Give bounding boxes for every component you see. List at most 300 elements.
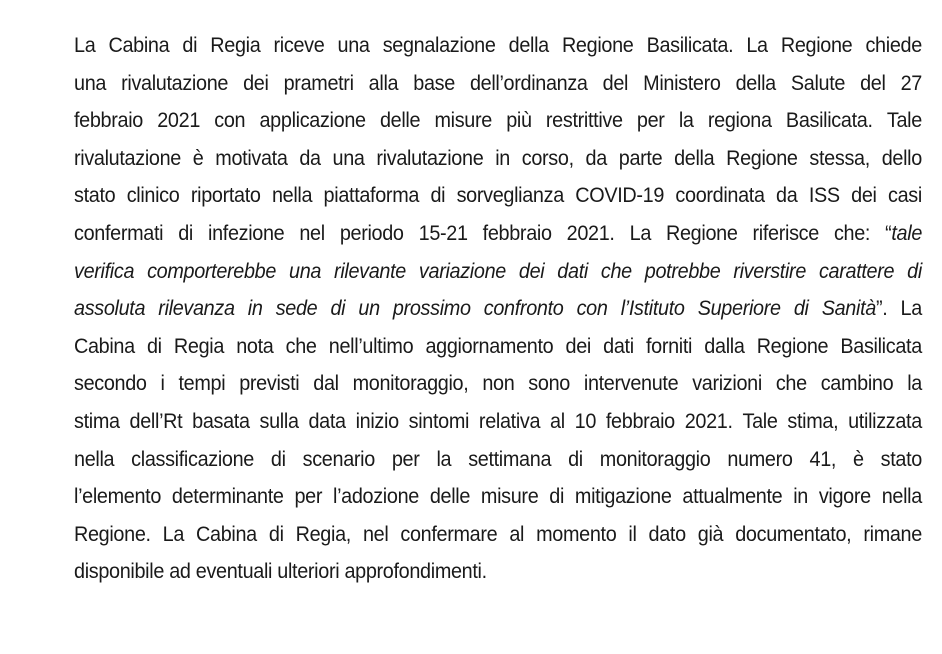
- word: [74, 177, 115, 215]
- word: [536, 516, 616, 554]
- word: [863, 516, 922, 554]
- word-part: sorveglianza: [456, 184, 564, 208]
- word-part: che: [775, 372, 807, 396]
- word: [743, 403, 778, 441]
- word-part: di: [268, 522, 284, 546]
- word: [356, 403, 399, 441]
- word: [419, 253, 506, 291]
- word: [645, 253, 721, 291]
- word: [163, 516, 184, 554]
- word: [324, 177, 420, 215]
- word: [74, 102, 143, 140]
- word: [819, 478, 871, 516]
- word-part: La: [74, 34, 96, 57]
- word-part: alla: [368, 71, 399, 95]
- word: [294, 478, 322, 516]
- word: [457, 177, 564, 215]
- word: [675, 177, 764, 215]
- word: [74, 478, 161, 516]
- word: [509, 27, 549, 65]
- word: [575, 478, 672, 516]
- word-part: che:: [833, 221, 871, 245]
- word: [482, 365, 514, 403]
- word-part: della: [674, 146, 715, 170]
- word: [303, 441, 375, 479]
- word: [121, 65, 228, 103]
- word: [74, 140, 181, 178]
- word: [313, 365, 338, 403]
- word: [74, 328, 135, 366]
- text-line: [74, 441, 922, 479]
- word-part: applicazione: [259, 109, 366, 133]
- word: [794, 290, 809, 328]
- word-part: parte: [618, 146, 663, 170]
- word: [568, 441, 583, 479]
- word-part: Regia,: [295, 522, 351, 546]
- word: [509, 516, 524, 554]
- word: [603, 328, 634, 366]
- word: [484, 290, 564, 328]
- word-part: scenario: [302, 447, 375, 471]
- word-part: stessa,: [809, 146, 870, 170]
- word: [182, 27, 197, 65]
- word-part: 2021.: [566, 221, 615, 245]
- word-part: 41,: [809, 447, 837, 471]
- word: [340, 215, 404, 253]
- word: [522, 140, 574, 178]
- word-part: piattaforma: [323, 184, 420, 208]
- word: [214, 102, 245, 140]
- word-part: da: [585, 146, 607, 170]
- word: [400, 516, 497, 554]
- word: [271, 441, 286, 479]
- word-part: confermati: [74, 221, 164, 245]
- word: [822, 290, 888, 328]
- italic-word-part: un: [358, 297, 380, 321]
- word-part: rimane: [863, 522, 922, 546]
- word: [840, 328, 922, 366]
- word-part: delle: [429, 485, 471, 509]
- word-part: La: [629, 221, 652, 245]
- word: [269, 516, 284, 554]
- word-part: di: [270, 447, 286, 471]
- italic-word-part: variazione: [418, 259, 506, 283]
- italic-word-part: di: [793, 297, 809, 321]
- word-part: la: [436, 447, 452, 471]
- word-part: 27: [900, 71, 923, 95]
- word: [586, 140, 607, 178]
- word: [791, 65, 845, 103]
- word-part: 15-21: [418, 221, 468, 245]
- text-line: [74, 516, 922, 554]
- word: [601, 253, 632, 291]
- word: [409, 403, 469, 441]
- word: [519, 253, 544, 291]
- word-part: dal: [313, 372, 339, 396]
- word-part: 2021.: [684, 409, 733, 433]
- italic-word-part: in: [247, 297, 263, 321]
- word: [196, 516, 257, 554]
- word: [483, 215, 552, 253]
- italic-word-part: con: [576, 297, 608, 321]
- word-part: dei: [565, 334, 591, 358]
- word-part: nell’ultimo: [328, 334, 414, 358]
- word: [698, 290, 781, 328]
- word-part: di: [430, 184, 446, 208]
- word-part: stato: [74, 184, 116, 208]
- word-part: aggiornamento: [425, 334, 554, 358]
- text-line: [74, 140, 922, 178]
- word: [243, 65, 268, 103]
- word-part: dello: [881, 146, 922, 170]
- word: [274, 27, 325, 65]
- word: [887, 102, 922, 140]
- text-line: [74, 328, 922, 366]
- text-line: [74, 102, 922, 140]
- word-part: Regia: [210, 34, 261, 57]
- italic-word-part: dei: [518, 259, 545, 283]
- word: [848, 403, 922, 441]
- word-part: secondo: [74, 372, 147, 396]
- word: [481, 478, 538, 516]
- word-part: Regione: [756, 334, 829, 358]
- word-part: La: [746, 34, 768, 57]
- word-part: nel: [299, 221, 325, 245]
- word-part: del: [860, 71, 886, 95]
- word: [577, 290, 608, 328]
- word-part: già: [697, 522, 724, 546]
- word-part: coordinata: [675, 184, 765, 208]
- word: [430, 177, 445, 215]
- word: [727, 441, 792, 479]
- word-part: Regione: [780, 34, 853, 57]
- word-part: ”.: [875, 297, 888, 321]
- word: [787, 403, 838, 441]
- word-part: di: [178, 221, 193, 245]
- word: [637, 102, 665, 140]
- word-part: di: [549, 485, 565, 509]
- italic-word-part: dati: [557, 259, 588, 283]
- word-part: con: [214, 109, 246, 133]
- text-line: [74, 177, 922, 215]
- word-part: nota: [236, 334, 274, 358]
- word-part: la: [907, 372, 922, 396]
- word-part: l’adozione: [333, 485, 419, 509]
- word: [575, 403, 596, 441]
- word: [430, 478, 470, 516]
- italic-word-part: di: [907, 259, 922, 283]
- word-part: sono: [528, 372, 570, 396]
- word-part: stima: [74, 409, 120, 433]
- word: [549, 478, 564, 516]
- word: [834, 215, 870, 253]
- word-part: regiona: [707, 109, 772, 133]
- word-part: dato: [648, 522, 686, 546]
- word: [329, 328, 413, 366]
- word-part: casi: [888, 184, 922, 208]
- word-part: infezione: [207, 221, 285, 245]
- word: [161, 365, 165, 403]
- word-part: stato: [880, 447, 922, 471]
- word: [606, 403, 675, 441]
- word: [376, 140, 483, 178]
- word: [392, 441, 420, 479]
- text-line: [74, 478, 922, 516]
- word-part: di: [182, 34, 198, 57]
- word-part: segnalazione: [382, 34, 496, 57]
- word-part: La: [900, 297, 922, 321]
- word-part: sintomi: [408, 409, 470, 433]
- word-part: misure: [434, 109, 492, 133]
- word: [208, 215, 284, 253]
- word-part: dalla: [704, 334, 745, 358]
- word: [603, 65, 628, 103]
- word: [74, 516, 151, 554]
- word: [74, 290, 145, 328]
- word: [333, 478, 419, 516]
- word: [239, 365, 299, 403]
- word-part: che: [285, 334, 317, 358]
- italic-word-part: prossimo: [392, 297, 471, 321]
- word-part: Tale: [886, 109, 922, 133]
- word: [276, 290, 318, 328]
- word-part: nella: [881, 485, 922, 509]
- word: [284, 65, 354, 103]
- word: [809, 140, 869, 178]
- text-line: [74, 290, 922, 328]
- word-part: Cabina: [196, 522, 257, 546]
- word-part: data: [308, 409, 346, 433]
- word: [174, 328, 224, 366]
- word: [260, 403, 299, 441]
- word-part: monitoraggio: [599, 447, 711, 471]
- word: [698, 516, 723, 554]
- word-part: varizioni: [692, 372, 762, 396]
- word: [901, 65, 922, 103]
- text-line: [74, 215, 922, 253]
- word-part: Cabina: [108, 34, 170, 57]
- italic-word-part: verifica: [74, 259, 135, 283]
- word-part: non: [482, 372, 515, 396]
- word: [172, 478, 284, 516]
- word-part: confermare: [400, 522, 498, 546]
- word-part: più: [506, 109, 532, 133]
- italic-word-part: di: [330, 297, 346, 321]
- word-part: nella: [271, 184, 313, 208]
- word-part: i: [160, 372, 165, 396]
- word-part: dell’ordinanza: [469, 71, 588, 95]
- word-part: Basilicata.: [785, 109, 873, 133]
- word: [74, 441, 114, 479]
- word-part: stima,: [787, 409, 839, 433]
- word-part: dati: [603, 334, 634, 358]
- word: [383, 27, 496, 65]
- word-part: La: [162, 522, 185, 546]
- italic-word-part: riverstire: [733, 259, 807, 283]
- word-part: documentato,: [735, 522, 852, 546]
- word: [679, 102, 694, 140]
- italic-word-part: l’Istituto: [620, 297, 685, 321]
- word: [436, 441, 451, 479]
- word: [479, 403, 540, 441]
- word-part: numero: [727, 447, 793, 471]
- word: [809, 177, 840, 215]
- word: [296, 516, 351, 554]
- word: [600, 441, 711, 479]
- word: [419, 215, 468, 253]
- word-part: febbraio: [74, 109, 143, 133]
- word: [259, 102, 365, 140]
- text-line: [74, 553, 922, 591]
- word: [776, 177, 797, 215]
- word-part: al: [509, 522, 525, 546]
- word-part: è: [192, 146, 204, 170]
- word-part: dei: [851, 184, 877, 208]
- italic-word-part: che: [600, 259, 632, 283]
- word: [74, 403, 120, 441]
- word: [272, 177, 312, 215]
- word-part: per: [391, 447, 420, 471]
- text-line: [74, 65, 922, 103]
- word-part: riferisce: [752, 221, 819, 245]
- word: [885, 215, 922, 253]
- text-segment: disponibile ad eventuali ulteriori approfondimenti.: [74, 560, 487, 584]
- word-part: Regione.: [74, 522, 151, 546]
- word-part: Regia: [173, 334, 225, 358]
- word: [674, 140, 714, 178]
- word-part: vigore: [818, 485, 871, 509]
- word: [363, 516, 388, 554]
- word-part: nella: [74, 447, 115, 471]
- word: [562, 27, 634, 65]
- word: [888, 177, 922, 215]
- word-part: mitigazione: [574, 485, 672, 509]
- word: [746, 27, 767, 65]
- word: [425, 328, 553, 366]
- word-part: Salute: [790, 71, 846, 95]
- word-part: delle: [379, 109, 421, 133]
- word-part: nel: [362, 522, 389, 546]
- word-part: riportato: [190, 184, 261, 208]
- word: [733, 253, 806, 291]
- word-part: in: [495, 146, 510, 170]
- word: [682, 478, 782, 516]
- italic-word-part: Sanità: [821, 297, 876, 321]
- word: [215, 140, 287, 178]
- word-part: classificazione: [131, 447, 254, 471]
- word-part: una: [74, 71, 107, 95]
- word: [157, 102, 200, 140]
- word-part: cambino: [820, 372, 894, 396]
- word-part: rivalutazione: [121, 71, 229, 95]
- word-part: periodo: [339, 221, 404, 245]
- text-line: [74, 403, 922, 441]
- word: [131, 441, 254, 479]
- word-part: ISS: [808, 184, 840, 208]
- word: [127, 177, 180, 215]
- word-part: rivalutazione: [74, 146, 181, 170]
- word: [393, 290, 471, 328]
- word: [468, 441, 551, 479]
- word-part: chiede: [865, 34, 922, 57]
- italic-word-part: Superiore: [697, 297, 781, 321]
- word: [647, 27, 734, 65]
- word-part: corso,: [521, 146, 574, 170]
- word: [860, 65, 885, 103]
- word-part: Cabina: [74, 334, 135, 358]
- word: [704, 328, 744, 366]
- word-part: forniti: [645, 334, 693, 358]
- word: [786, 102, 873, 140]
- word-part: della: [508, 34, 549, 57]
- word: [708, 102, 772, 140]
- word: [907, 253, 922, 291]
- word: [685, 403, 733, 441]
- word: [338, 27, 370, 65]
- word-part: prametri: [283, 71, 354, 95]
- word: [851, 177, 876, 215]
- word-part: attualmente: [682, 485, 783, 509]
- word: [821, 365, 894, 403]
- word-part: COVID-19: [575, 184, 665, 208]
- word: [299, 215, 324, 253]
- word-part: la: [678, 109, 694, 133]
- word: [108, 27, 169, 65]
- word: [621, 290, 685, 328]
- word-part: di: [146, 334, 162, 358]
- word-part: di: [568, 447, 583, 471]
- text-line: [74, 365, 922, 403]
- word-part: Ministero: [643, 71, 721, 95]
- word-part: Tale: [742, 409, 778, 433]
- word: [630, 215, 651, 253]
- word: [781, 27, 853, 65]
- word: [193, 140, 204, 178]
- word: [147, 328, 162, 366]
- word-part: inizio: [355, 409, 399, 433]
- word: [286, 328, 317, 366]
- word-part: da: [299, 146, 321, 170]
- word: [178, 215, 193, 253]
- word: [369, 65, 399, 103]
- word-part: da: [776, 184, 798, 208]
- word-part: motivata: [215, 146, 288, 170]
- word-part: restrittive: [545, 109, 623, 133]
- word-part: Regione: [561, 34, 634, 57]
- word: [413, 65, 455, 103]
- word: [853, 441, 864, 479]
- word-part: previsti: [239, 372, 300, 396]
- word-part: febbraio: [482, 221, 552, 245]
- word-part: clinico: [126, 184, 180, 208]
- word: [776, 365, 807, 403]
- word: [726, 140, 798, 178]
- word-part: Basilicata.: [646, 34, 734, 57]
- word: [736, 65, 776, 103]
- italic-word-part: rilevanza: [158, 297, 235, 321]
- word: [865, 27, 921, 65]
- word-part: settimana: [468, 447, 552, 471]
- word-part: il: [628, 522, 637, 546]
- word-part: “: [885, 221, 892, 245]
- word-part: l’elemento: [74, 485, 162, 509]
- word: [692, 365, 762, 403]
- word-part: momento: [536, 522, 617, 546]
- word: [793, 478, 808, 516]
- word: [882, 478, 922, 516]
- word-part: sulla: [259, 409, 299, 433]
- word: [646, 328, 692, 366]
